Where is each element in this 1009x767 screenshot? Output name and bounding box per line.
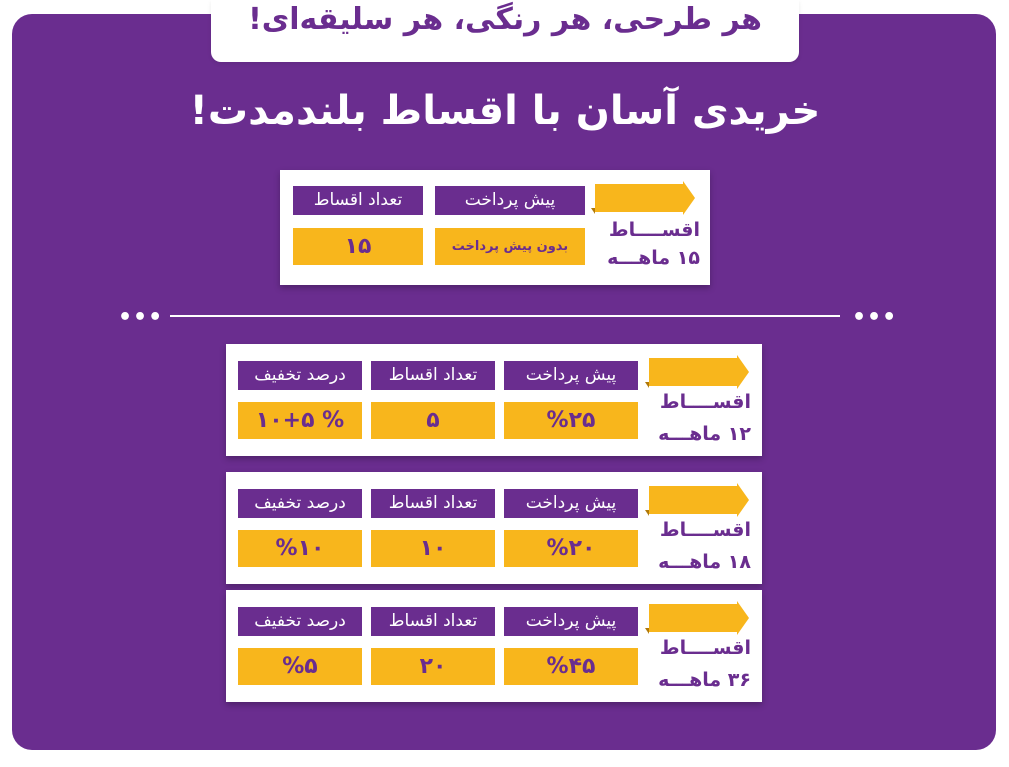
plan-label-line2: ۱۵ ماهـــه (607, 247, 700, 269)
discount-header: درصد تخفیف (238, 489, 362, 518)
plan-card-15-months (280, 170, 710, 285)
plan-flag (649, 486, 737, 514)
discount-value: %۱۰ (238, 530, 362, 567)
tagline-text: هر طرحی، هر رنگی، هر سلیقه‌ای! (248, 2, 762, 37)
down-payment-header: پیش پرداخت (504, 607, 638, 636)
down-payment-value: بدون پیش پرداخت (435, 228, 585, 265)
installments-value: ۱۰ (371, 530, 495, 567)
plan-label-line1: اقســــاط (608, 219, 700, 241)
down-payment-value: %۲۰ (504, 530, 638, 567)
installments-value: ۲۰ (371, 648, 495, 685)
down-payment-header: پیش پرداخت (504, 489, 638, 518)
plan-flag (595, 184, 683, 212)
plan-label-line1: اقســــاط (659, 391, 751, 413)
installments-value: ۵ (371, 402, 495, 439)
plan-label-line2: ۳۶ ماهـــه (658, 669, 751, 691)
page-headline: خریدی آسان با اقساط بلندمدت! (189, 88, 821, 134)
down-payment-header: پیش پرداخت (435, 186, 585, 215)
discount-header: درصد تخفیف (238, 361, 362, 390)
divider-dots-left: ••• (118, 305, 164, 330)
plan-label-line1: اقســــاط (659, 519, 751, 541)
divider-dots-right: ••• (852, 305, 898, 330)
plan-flag (649, 604, 737, 632)
discount-header: درصد تخفیف (238, 607, 362, 636)
plan-label-line1: اقســــاط (659, 637, 751, 659)
down-payment-value: %۲۵ (504, 402, 638, 439)
plan-card-12-months (226, 344, 762, 456)
down-payment-header: پیش پرداخت (504, 361, 638, 390)
installments-value: ۱۵ (293, 228, 423, 265)
installments-header: تعداد اقساط (371, 607, 495, 636)
installments-header: تعداد اقساط (371, 361, 495, 390)
plan-label-line2: ۱۲ ماهـــه (658, 423, 751, 445)
installments-header: تعداد اقساط (293, 186, 423, 215)
plan-card-18-months (226, 472, 762, 584)
plan-flag (649, 358, 737, 386)
section-divider (170, 315, 840, 317)
discount-value: %۵ (238, 648, 362, 685)
plan-card-36-months (226, 590, 762, 702)
plan-label-line2: ۱۸ ماهـــه (658, 551, 751, 573)
tagline-banner (211, 0, 799, 62)
discount-value: % ۱۰+۵ (238, 402, 362, 439)
installments-header: تعداد اقساط (371, 489, 495, 518)
down-payment-value: %۴۵ (504, 648, 638, 685)
